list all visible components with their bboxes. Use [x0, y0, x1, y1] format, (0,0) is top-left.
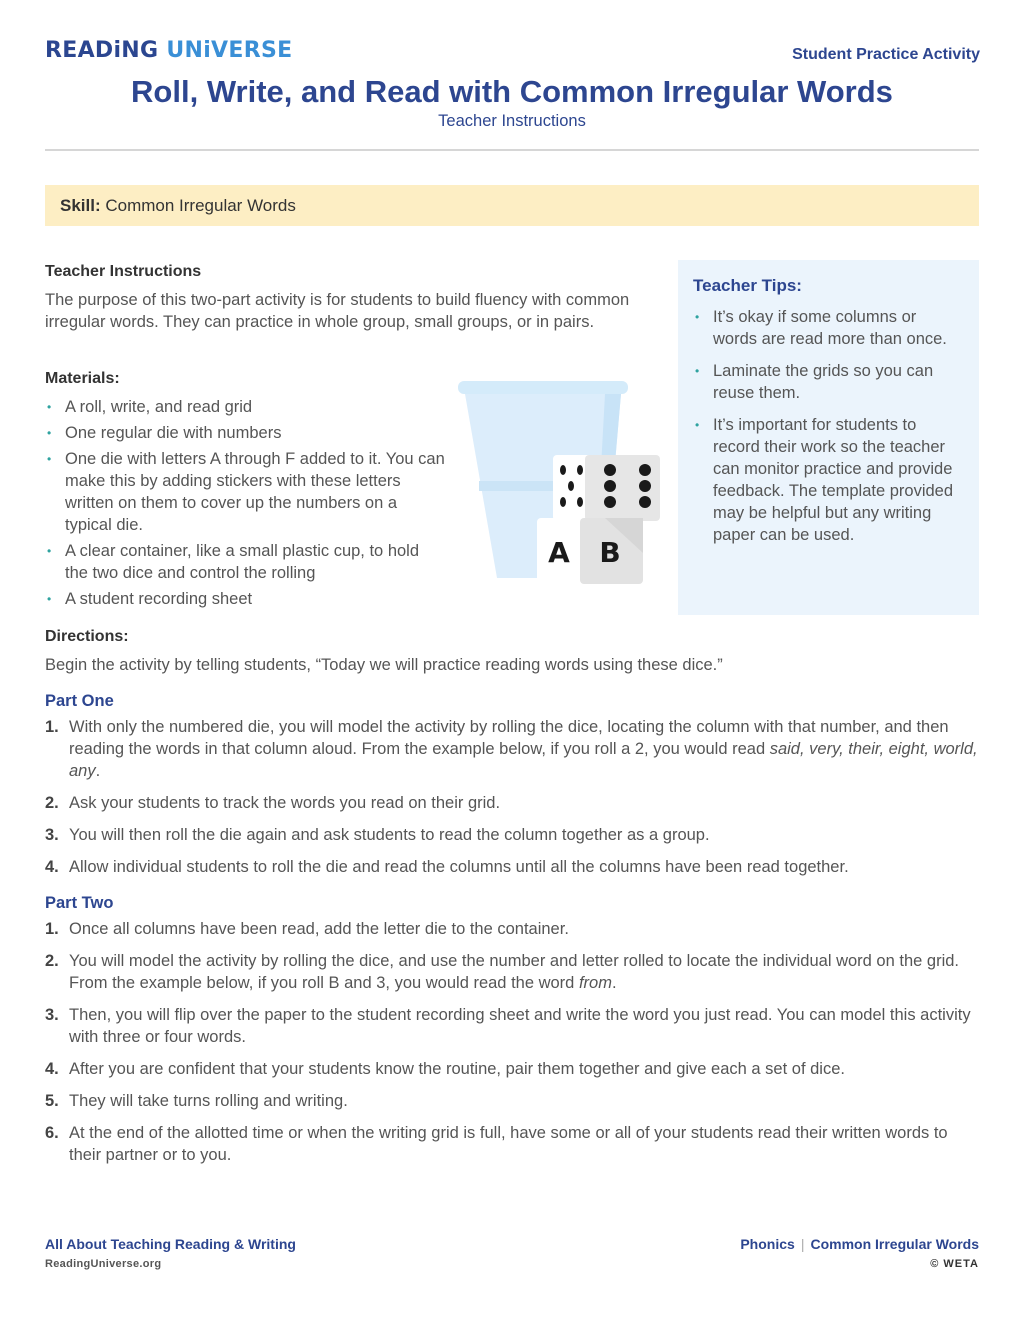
- step-number: 1.: [45, 718, 59, 736]
- step-number: 4.: [45, 1060, 59, 1078]
- part-one-title: Part One: [45, 692, 114, 710]
- step-number: 2.: [45, 794, 59, 812]
- die-letter-a: A: [548, 536, 570, 569]
- teacher-tips-box: [678, 260, 979, 615]
- step-text: You will model the activity by rolling the dice, and use the number and letter rolled to locate the individual word on the grid. From the example below, if you roll B and 3, you would read the word: [69, 952, 959, 992]
- skill-label: Skill:: [60, 196, 101, 215]
- step-item: [45, 950, 979, 994]
- part-two-steps: [45, 918, 979, 1166]
- step-text: They will take turns rolling and writing.: [69, 1092, 348, 1110]
- teacher-tips-heading: Teacher Tips:: [693, 276, 802, 295]
- directions-heading: Directions:: [45, 628, 129, 645]
- step-item: [45, 716, 979, 782]
- footer-separator: |: [800, 1236, 805, 1252]
- teacher-instructions-section: [45, 261, 655, 333]
- materials-list: [45, 396, 445, 610]
- step-text: At the end of the allotted time or when the writing grid is full, have some or all of your students read their written words to their partner or to you.: [69, 1124, 948, 1164]
- footer-right: [740, 1236, 979, 1270]
- teacher-tip-item: • Laminate the grids so you can reuse them.: [693, 360, 963, 404]
- step-number: 5.: [45, 1092, 59, 1110]
- step-text: Allow individual students to roll the die and read the columns until all the columns have been read together.: [69, 858, 849, 876]
- teacher-tip-item: • It’s okay if some columns or words are read more than once.: [693, 306, 963, 350]
- step-text-end: .: [95, 762, 101, 780]
- step-example-word: from: [578, 974, 612, 992]
- skill-value: Common Irregular Words: [105, 196, 296, 215]
- step-text: Ask your students to track the words you read on their grid.: [69, 794, 501, 812]
- step-item: [45, 1090, 979, 1112]
- directions-section: [45, 626, 979, 1176]
- step-item: [45, 1004, 979, 1048]
- step-number: 2.: [45, 952, 59, 970]
- page-subtitle: Teacher Instructions: [438, 112, 586, 130]
- step-example-words: said, very, their, eight, world, any: [69, 740, 978, 780]
- materials-item: • A student recording sheet: [45, 588, 445, 610]
- part-one-steps: [45, 716, 979, 878]
- step-text-end: .: [611, 974, 617, 992]
- logo-word-reading: READiNG: [45, 38, 159, 63]
- step-number: 3.: [45, 1006, 59, 1024]
- step-item: [45, 1122, 979, 1166]
- logo-word-universe: UNiVERSE: [166, 38, 293, 63]
- footer-tagline: All About Teaching Reading & Writing: [45, 1236, 296, 1252]
- skill-banner: [45, 185, 979, 226]
- step-item: [45, 1058, 979, 1080]
- reading-universe-logo: [45, 38, 292, 63]
- step-number: 1.: [45, 920, 59, 938]
- teacher-tip-item: • It’s important for students to record their work so the teacher can monitor practice and provide feedback. The template provided may be helpful but any writing paper can be used.: [693, 414, 963, 546]
- footer-topic: Common Irregular Words: [810, 1236, 979, 1252]
- die-letter-b: B: [599, 536, 621, 569]
- step-number: 6.: [45, 1124, 59, 1142]
- cup-and-dice-illustration: [455, 378, 665, 588]
- step-item: [45, 824, 979, 846]
- teacher-instructions-heading: Teacher Instructions: [45, 263, 202, 280]
- step-text: Then, you will flip over the paper to the student recording sheet and write the word you just read. You can model this activity with three or four words.: [69, 1006, 971, 1046]
- teacher-tips-list: [693, 306, 963, 556]
- footer-category: Phonics: [740, 1236, 795, 1252]
- materials-item: • One regular die with numbers: [45, 422, 445, 444]
- footer-copyright: © WETA: [930, 1258, 979, 1270]
- step-text: You will then roll the die again and ask students to read the column together as a group.: [69, 826, 710, 844]
- step-item: [45, 856, 979, 878]
- step-number: 4.: [45, 858, 59, 876]
- teacher-instructions-body: The purpose of this two-part activity is for students to build fluency with common irregular words. They can practice in whole group, small groups, or in pairs.: [45, 291, 630, 331]
- header-divider: [45, 149, 979, 151]
- step-text: With only the numbered die, you will model the activity by rolling the dice, locating the column with that number, and then reading the words in that column aloud. From the example below, if you roll a 2, you would read: [69, 718, 949, 758]
- materials-section: [45, 368, 445, 614]
- letter-die-icon: [537, 518, 643, 584]
- footer-site-link[interactable]: ReadingUniverse.org: [45, 1258, 162, 1270]
- materials-item: • One die with letters A through F added to it. You can make this by adding stickers with these letters written on them to cover up the numbers on a typical die.: [45, 448, 445, 536]
- directions-intro: Begin the activity by telling students, “Today we will practice reading words using these dice.”: [45, 656, 723, 674]
- step-text: Once all columns have been read, add the letter die to the container.: [69, 920, 569, 938]
- activity-type-label: Student Practice Activity: [792, 46, 980, 63]
- page-title: Roll, Write, and Read with Common Irregular Words: [131, 74, 893, 109]
- part-two-title: Part Two: [45, 894, 114, 912]
- materials-item: • A clear container, like a small plastic cup, to hold the two dice and control the rolling: [45, 540, 445, 584]
- step-item: [45, 918, 979, 940]
- number-die-icon: [553, 455, 660, 521]
- step-text: After you are confident that your students know the routine, pair them together and give each a set of dice.: [69, 1060, 845, 1078]
- footer-left: [45, 1236, 296, 1270]
- step-item: [45, 792, 979, 814]
- step-number: 3.: [45, 826, 59, 844]
- materials-heading: Materials:: [45, 370, 120, 387]
- materials-item: • A roll, write, and read grid: [45, 396, 445, 418]
